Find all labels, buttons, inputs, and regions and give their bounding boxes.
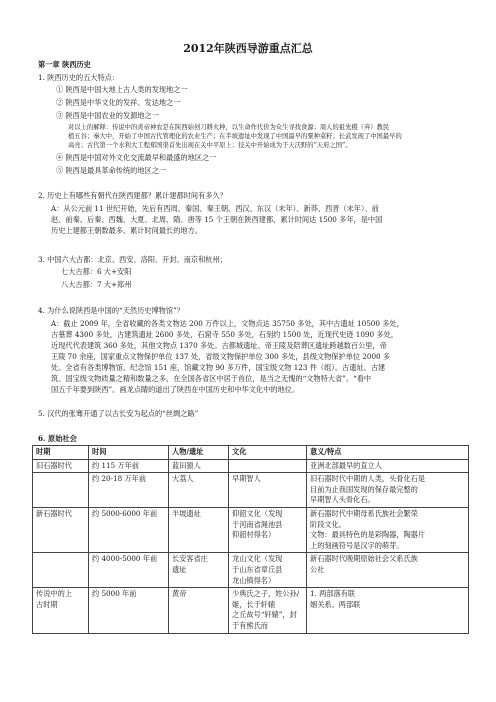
- q6-heading: 6. 原始社会: [38, 434, 77, 443]
- table-cell-line: 1. 两部落有联: [310, 589, 356, 599]
- q1-detail-line: 对以上的解释：传说中的炎帝神农是在陕西始创刀耕火种，以生命作代价为众生寻找食源；周人的祖先稷（弃）教民: [68, 124, 390, 131]
- q1-item: ③ 陕西是中国农业的发源地之一: [56, 111, 159, 120]
- q4-answer-line: 王陵 70 余座，国家重点文物保护单位 137 处，省级文物保护单位 300 多处，县级文物保护单位 2000 多: [51, 352, 391, 361]
- table-cell: [33, 507, 89, 552]
- table-cell: [307, 459, 469, 473]
- table-cell: [33, 588, 89, 633]
- q4-answer: [51, 318, 471, 395]
- table-cell: [169, 473, 229, 508]
- table-cell-line: 传说中的上: [36, 589, 72, 599]
- q4-answer-line: 近现代代表建筑 360 多处，其他文物点 1370 多处。古都城遗址、帝王陵及陪葬区遗址跨越数百公里，帝: [51, 341, 387, 350]
- table-cell: [89, 507, 169, 552]
- table-cell-line: 之丘故号“轩辕”，封于有熊氏而: [232, 610, 297, 630]
- q3-question: 3. 中国六大古都：北京、西安、洛阳、开封、南京和杭州；: [38, 255, 227, 264]
- q4-answer-line: 筑、国宝级文物质量之精和数量之多，在全国各省区中居于首位，是当之无愧的“文物特大省”。“看中: [51, 374, 372, 383]
- table-cell-line: 阶段文化。: [310, 519, 346, 529]
- table-cell: [169, 507, 229, 552]
- table-cell-line: 约 115 万年前: [92, 460, 140, 470]
- q2-answer-line: A：从公元前 11 世纪开始，先后有西周、秦国、秦王朝、西汉、东汉（末年）、新莽、西晋（末年）、前: [51, 204, 379, 213]
- table-cell-line: 早期智人: [232, 474, 261, 484]
- table-cell: [33, 459, 89, 473]
- q2-answer: [51, 203, 471, 236]
- table-cell-line: 新石器时代中期母系氏族社会繁荣: [310, 508, 418, 518]
- table-cell-line: 早期智人头骨化石。: [310, 495, 375, 505]
- q3-line: 七大古都：6 大+安阳: [61, 267, 132, 276]
- table-cell-line: 约 5000 年前: [92, 589, 137, 599]
- table-cell-line: 黄帝: [172, 589, 187, 599]
- table-cell-line: 约 5000-6000 年前: [92, 508, 158, 518]
- table-cell-line: 半坡遗址: [172, 508, 201, 518]
- table-cell: [307, 553, 469, 588]
- table-row: [33, 588, 469, 633]
- q2-answer-line: 历史上建都王朝数最多、累计时间最长的地方。: [51, 226, 202, 235]
- table-cell-line: 上的刻画符号是汉字的萌芽。: [310, 540, 404, 550]
- table-header-row: [33, 446, 469, 460]
- table-cell-line: 龙山镇得名）: [232, 575, 276, 585]
- table-header-cell: 时间: [89, 446, 169, 460]
- table-cell: [229, 553, 307, 588]
- table-cell: [89, 459, 169, 473]
- table-cell-line: 约 4000-5000 年前: [92, 554, 158, 564]
- table-cell-line: 遗址: [172, 564, 187, 574]
- document-title: 2012年陕西导游重点汇总: [183, 42, 313, 55]
- table-cell: [307, 588, 469, 633]
- table-cell-line: 长安客省庄: [172, 554, 208, 564]
- table-cell: [33, 553, 89, 588]
- table-cell-line: 大荔人: [172, 474, 194, 484]
- table-row: [33, 473, 469, 508]
- q1-item: ⑤ 陕西是最具革命传统的地区之一: [56, 166, 167, 175]
- table-cell: [169, 588, 229, 633]
- table-cell-line: 公社: [310, 564, 325, 574]
- q2-question: 2. 历史上有哪些有朝代在陕西建都？累计建都时间有多久？: [38, 191, 227, 200]
- table-header-cell: 意义/特点: [307, 446, 469, 460]
- table-cell: [229, 459, 307, 473]
- table-row: [33, 553, 469, 588]
- q1-item: ① 陕西是中国大地上古人类的发现地之一: [56, 85, 188, 94]
- q1-detail-line: 高亮；古代第一个水利大工程郑国渠首先出现在关中平原上；技关中开始成为于天沃野的“天府之国”。: [68, 141, 352, 149]
- table-cell: [229, 473, 307, 508]
- table-cell: [89, 473, 169, 508]
- q1-item: ② 陕西是中华文化的发祥、发达地之一: [56, 98, 181, 107]
- table-cell-line: 新石器时代: [36, 508, 72, 518]
- table-cell-line: 亚洲北部最早的直立人: [310, 460, 382, 470]
- table-cell: [169, 553, 229, 588]
- q3-line: 八大古都：7 大+郑州: [61, 280, 132, 289]
- table-row: [33, 507, 469, 552]
- table-cell: [89, 553, 169, 588]
- table-cell-line: 旧石器时代中期的人类，头骨化石是: [310, 474, 426, 484]
- table-cell-line: 于河南省渑池县: [232, 519, 283, 529]
- q1-item: ④ 陕西是中国对外文化交流最早和最盛的地区之一: [56, 153, 217, 162]
- table-cell: [33, 473, 89, 508]
- chapter-heading: 第一章 陕西历史: [38, 60, 91, 69]
- table-cell: [89, 588, 169, 633]
- q5-question: 5. 汉代的张骞开通了以古长安为起点的“丝绸之路”: [38, 409, 199, 418]
- table-cell-line: 于山东省章丘县: [232, 564, 283, 574]
- table-cell-line: 古时期: [36, 599, 58, 609]
- table-cell-line: 目前为止我国发现的保存最完整的: [310, 484, 418, 494]
- q1-heading: 1. 陕西历史的五大特点：: [38, 73, 120, 82]
- table-cell-line: 姻关系。两部联: [310, 599, 361, 609]
- table-cell: [307, 507, 469, 552]
- q4-answer-line: 处。全省有各类博物馆、纪念馆 151 座，馆藏文物 90 多万件，国宝级文物 123 件（组）。古遗址、古建: [51, 363, 386, 372]
- q4-answer-line: 古墓葬 4300 多处，古建筑遗址 2600 多处，石窟寺 550 多处，石刻约 1500 处，近现代史迹 1090 多处，: [51, 330, 398, 339]
- table-header-cell: 时期: [33, 446, 89, 460]
- table-cell: [229, 507, 307, 552]
- q1-detail-line: 植五谷；秦大中，开始了中国古代管理化的农业生产；在半坡遗址中发现了中国最早的粟种菜籽；长武发现了中国最早的: [68, 132, 402, 140]
- table-cell-line: 少典氏之子，姓公孙/姬，长于轩辕: [232, 589, 300, 609]
- q4-answer-line: A：截止 2009 年，全省收藏的各类文物达 200 万件以上，文物点达 35750 多处，其中古遗址 10500 多处，: [51, 319, 404, 328]
- q2-answer-line: 赵、前秦、后秦、西魏、大夏、北周、隋、唐等 15 个王朝在陕西建都，累计时间达 1500 多年，是中国: [51, 215, 383, 224]
- table-header-cell: 文化: [229, 446, 307, 460]
- table-cell: [307, 473, 469, 508]
- table-header-cell: 人物/遗址: [169, 446, 229, 460]
- table-cell-line: 仰韶文化（发现: [232, 508, 283, 518]
- table-cell: [169, 459, 229, 473]
- q4-answer-line: 国五千年要到陕西”。画龙点睛的道出了陕西在中国历史和中华文化中的地位。: [51, 385, 300, 394]
- table-cell-line: 蓝田猿人: [172, 460, 201, 470]
- table-cell: [229, 588, 307, 633]
- table-cell-line: 文物：最具特色的是彩陶器，陶器片: [310, 530, 426, 540]
- q1-explanation: [68, 124, 468, 151]
- table-cell-line: 新石器时代晚期原始社会父系氏族: [310, 554, 418, 564]
- table-cell-line: 龙山文化（发现: [232, 554, 283, 564]
- table-cell-line: 仰韶村得名）: [232, 530, 276, 540]
- table-cell-line: 旧石器时代: [36, 460, 72, 470]
- prehistory-table: [32, 445, 469, 634]
- table-row: [33, 459, 469, 473]
- table-cell-line: 约 20-18 万年前: [92, 474, 147, 484]
- q4-question: 4. 为什么说陕西是中国的“天然历史博物馆”？: [38, 306, 184, 315]
